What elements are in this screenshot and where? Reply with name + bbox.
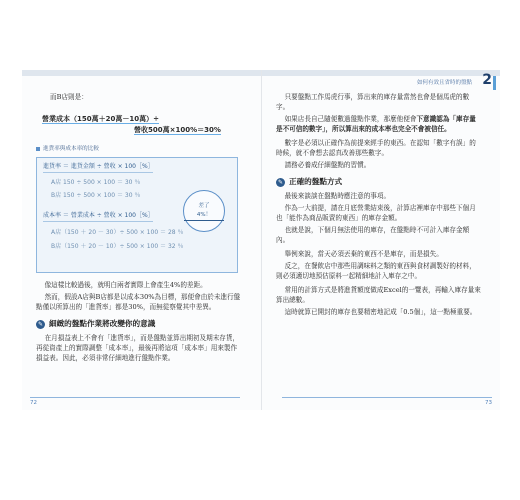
left-section-heading-text: 細緻的盤點作業將改變你的意識 — [49, 319, 156, 328]
right-paragraph-2-emphasis: 下意識認為「庫存量是不可信的數字」，所以算出來的成本率也完全不會被信任。 — [276, 115, 476, 133]
right-paragraph-9: 反之，在餐飲店中那些用調味料之類的東西與食材調製好的材料，則必須適切地預估原料一起精細地計入庫存之中。 — [276, 262, 476, 280]
chapter-number: 2 — [482, 72, 492, 88]
left-paragraph-3: 在月損益表上不會有「進貨率」，而是盤點並算出期初及期末存貨，再從資產上的實際調整「成本率」，最後再將這項「成本率」用來製作損益表。因此，必須非常仔細地進行盤點作業。 — [36, 334, 240, 362]
formula-line-1 — [42, 114, 242, 125]
left-intro: 而B店則是： — [50, 93, 88, 101]
top-rule — [22, 70, 500, 76]
left-page-column — [36, 92, 242, 365]
section-heading-icon: ✎ — [277, 178, 284, 186]
right-footer-rule — [282, 397, 492, 398]
right-paragraph-5: 最後來談談在盤點時應注意的事項。 — [284, 192, 391, 200]
right-paragraph-1: 只要盤點工作馬虎行事，算出來的庫存量當然也會是個馬虎的數字。 — [276, 93, 470, 111]
figure-line-a-cost: A店（150 ＋ 20 － 30）÷ 500 × 100 ＝ 28 ％ — [51, 229, 184, 236]
figure-line-purchase-rate: 進貨率 ＝ 進貨金額 ÷ 營收 × 100［%］ — [43, 163, 154, 170]
figure-line-b-purchase: B店 150 ÷ 500 × 100 ＝ 30 ％ — [51, 192, 141, 199]
right-paragraph-2 — [276, 114, 482, 134]
left-footer-rule — [30, 397, 240, 398]
section-heading-icon: ✎ — [37, 320, 44, 328]
right-paragraph-3: 數字是必須以正確作為前提來經手的東西。在認知「數字有誤」的時候，就不會想去認真改善那些數字。 — [276, 139, 476, 157]
chapter-title: 如何有效且省時的盤點 — [416, 80, 472, 86]
formula-line-2 — [134, 125, 242, 136]
formula-line-2-text: 營收500萬×100%＝30% — [134, 126, 221, 134]
comparison-figure — [36, 157, 238, 273]
right-section-heading — [276, 177, 482, 187]
left-section-heading — [36, 319, 242, 329]
figure-caption-text: 進貨率與成本率的比較 — [43, 146, 99, 152]
figure-line-a-purchase: A店 150 ÷ 500 × 100 ＝ 30 ％ — [51, 179, 141, 186]
right-page-column — [276, 92, 482, 319]
bubble-text-1: 差了 — [198, 202, 210, 209]
right-paragraph-7: 也就是說，下個月無法使用的庫存，在盤點時不可計入庫存金額內。 — [276, 226, 470, 244]
chapter-marker-bar — [493, 76, 496, 90]
left-paragraph-2: 然而，假設A店與B店都是以成本30%為目標，那便會由於未進行盤點僅以所算出的「進貨率」都是30%，而無從察覺其中差異。 — [36, 293, 241, 311]
figure-line-b-cost: B店（150 ＋ 20 － 10）÷ 500 × 100 ＝ 32 ％ — [51, 243, 184, 250]
figure-rule — [43, 221, 153, 222]
left-page-number: 72 — [30, 400, 37, 406]
right-page-number: 73 — [485, 400, 492, 406]
right-paragraph-6: 作為一大前提，請在月底營業結束後，計算店裡庫存中那些下個月也「能作為商品販賣的東西」的庫存金額。 — [276, 204, 476, 222]
formula-line-1-text: 營業成本（150萬＋20萬－10萬）÷ — [42, 115, 159, 123]
right-paragraph-2-lead: 如果店長自己隨便數過盤點作業，那麼他便會 — [284, 115, 417, 123]
left-paragraph-1: 像這樣比較過後，就明白兩者實際上會產生4%的差距。 — [44, 281, 207, 289]
caption-square-icon — [36, 147, 40, 151]
figure-rule — [43, 172, 153, 173]
right-section-heading-text: 正確的盤點方式 — [289, 177, 343, 186]
right-paragraph-11: 這時就算已開封的庫存也要精密地記成「0.5個」，這一點極重要。 — [284, 308, 477, 316]
bubble-text-2: 4%！ — [184, 211, 224, 221]
right-paragraph-10: 常用的計算方式是將進貨額度做成Excel的一覽表，再輸入庫存量來算出總數。 — [276, 286, 481, 304]
right-paragraph-4: 請務必養成仔細盤點的習慣。 — [284, 161, 371, 169]
figure-caption — [36, 144, 242, 154]
two-page-spread — [22, 70, 500, 410]
right-paragraph-8: 舉例來說，當天必須丟棄的東西不是庫存，而是損失。 — [284, 250, 443, 258]
difference-bubble — [183, 190, 225, 232]
figure-line-cost-rate: 成本率 ＝ 營業成本 ÷ 營收 × 100［%］ — [43, 212, 154, 219]
